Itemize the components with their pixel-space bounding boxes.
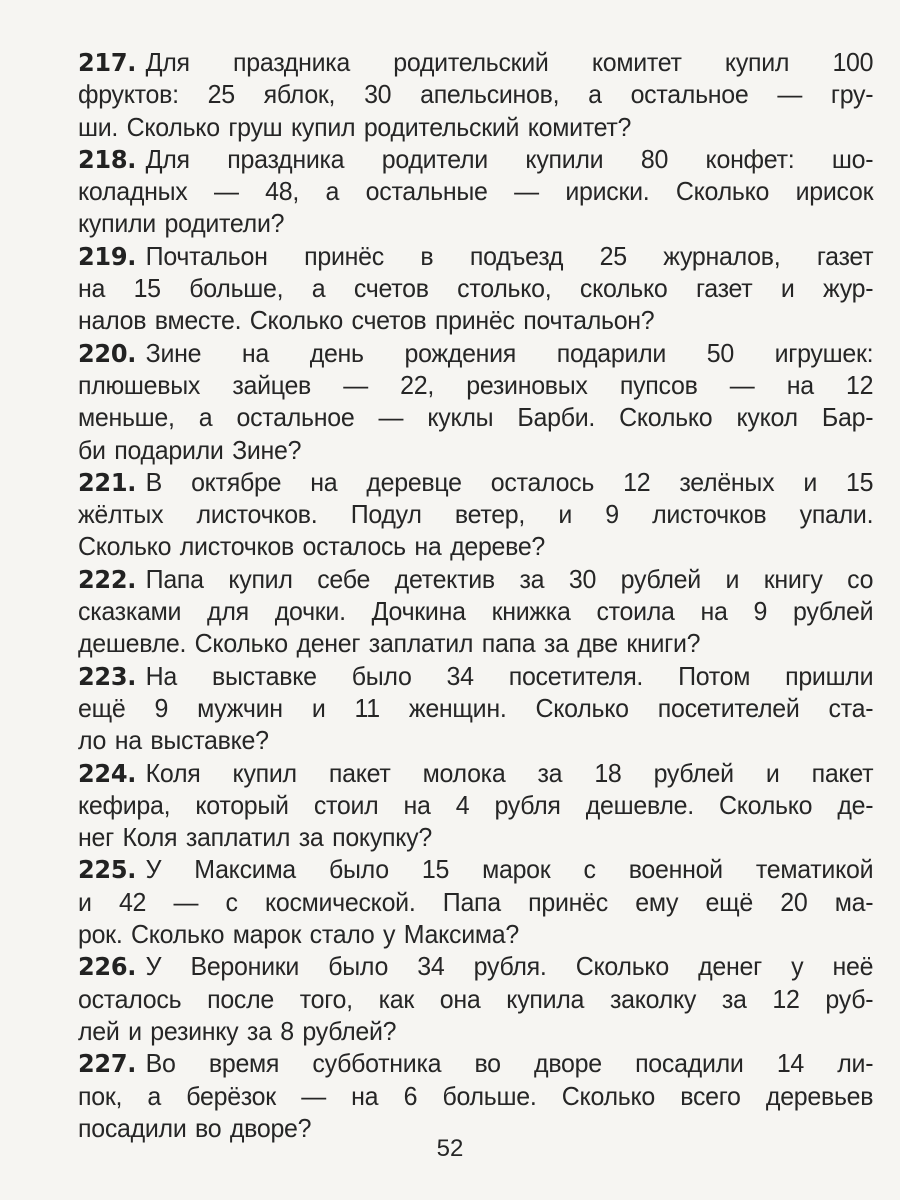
problem-text: Во время субботника во дворе посадили 14 ли- (145, 1048, 874, 1079)
problem-line (78, 1080, 873, 1112)
problem-line (78, 627, 873, 659)
problem-line (78, 434, 873, 466)
problem-number: 219. (78, 241, 137, 271)
problem-number: 225. (78, 855, 137, 885)
problem-text: фруктов: 25 яблок, 30 апельсинов, а остальное — гру- (78, 79, 874, 110)
problem-text: на 15 больше, а счетов столько, сколько газет и жур- (78, 273, 874, 304)
problem-line (78, 757, 873, 789)
problem-line (78, 886, 873, 918)
problem-text: би подарили Зине? (78, 434, 302, 465)
problem-text: посадили во дворе? (78, 1112, 312, 1143)
problem-number: 221. (78, 467, 137, 497)
problem-line (78, 78, 873, 110)
problem-line (78, 1047, 873, 1079)
problem-line (78, 950, 873, 982)
problem (78, 660, 873, 757)
problem-line (78, 466, 873, 498)
problem-line (78, 143, 873, 175)
problem-text: налов вместе. Сколько счетов принёс почтальон? (78, 305, 655, 336)
problem (78, 1047, 873, 1144)
problem-text: и 42 — с космической. Папа принёс ему ещё 20 ма- (78, 886, 874, 917)
problem-line (78, 563, 873, 595)
problem-line (78, 111, 873, 143)
problem-text: коладных — 48, а остальные — ириски. Сколько ирисок (78, 176, 874, 207)
problem (78, 240, 873, 337)
problem-text: ещё 9 мужчин и 11 женщин. Сколько посетителей ста- (78, 692, 874, 723)
problem-text: Зине на день рождения подарили 50 игрушек: (145, 337, 874, 368)
problem (78, 466, 873, 563)
problem-line (78, 660, 873, 692)
problem-line (78, 595, 873, 627)
problem-line (78, 1015, 873, 1047)
problem-text: дешевле. Сколько денег заплатил папа за две книги? (78, 628, 701, 659)
problem-number: 217. (78, 48, 137, 77)
problem-text: Почтальон принёс в подъезд 25 журналов, газет (145, 240, 874, 271)
problem-number: 224. (78, 758, 137, 788)
page-number: 52 (436, 1135, 464, 1162)
problem-text: осталось после того, как она купила заколку за 12 руб- (78, 983, 874, 1014)
problem-line (78, 207, 873, 239)
problem-line (78, 789, 873, 821)
problem (78, 757, 873, 854)
problem-line (78, 530, 873, 562)
problem-line (78, 337, 873, 369)
problem-text: пок, а берёзок — на 6 больше. Сколько всего деревьев (78, 1080, 874, 1111)
problem-text: рок. Сколько марок стало у Максима? (78, 919, 519, 950)
problem-text: Для праздника родители купили 80 конфет: шо- (145, 143, 874, 174)
problem-text: лей и резинку за 8 рублей? (78, 1015, 397, 1046)
problem-text: Сколько листочков осталось на дереве? (78, 531, 546, 562)
problem (78, 337, 873, 466)
problem-line (78, 175, 873, 207)
problem (78, 46, 873, 143)
problem-line (78, 724, 873, 756)
problem-number: 220. (78, 338, 137, 368)
problem-line (78, 240, 873, 272)
problem-line (78, 272, 873, 304)
problem-text: кефира, который стоил на 4 рубля дешевле. Сколько де- (78, 789, 874, 820)
problem (78, 853, 873, 950)
problem-line (78, 46, 873, 78)
problem-text: На выставке было 34 посетителя. Потом пришли (145, 660, 874, 691)
problem-number: 223. (78, 661, 137, 691)
problem-line (78, 369, 873, 401)
problem-line (78, 983, 873, 1015)
problem-line (78, 304, 873, 336)
problem (78, 143, 873, 240)
problem (78, 950, 873, 1047)
problem-text: Папа купил себе детектив за 30 рублей и книгу со (145, 563, 874, 594)
problem-line (78, 853, 873, 885)
problem-line (78, 498, 873, 530)
problem-text: В октябре на деревце осталось 12 зелёных и 15 (145, 466, 874, 497)
problem-text: плюшевых зайцев — 22, резиновых пупсов — на 12 (78, 369, 874, 400)
problem-text: жёлтых листочков. Подул ветер, и 9 листочков упали. (78, 499, 874, 530)
problem-text: Коля купил пакет молока за 18 рублей и пакет (145, 757, 874, 788)
problem-number: 227. (78, 1049, 137, 1079)
problem-text: ши. Сколько груш купил родительский комитет? (78, 111, 632, 142)
problem-text: меньше, а остальное — куклы Барби. Сколько кукол Бар- (78, 402, 874, 433)
problem-text: нег Коля заплатил за покупку? (78, 822, 432, 853)
problem-line (78, 692, 873, 724)
problem-text: ло на выставке? (78, 725, 269, 756)
problem-text: Для праздника родительский комитет купил 100 (145, 47, 874, 77)
problem-number: 226. (78, 952, 137, 982)
problem-line (78, 401, 873, 433)
problem-text: сказками для дочки. Дочкина книжка стоила на 9 рублей (78, 596, 874, 627)
problem-line (78, 918, 873, 950)
problem-line (78, 821, 873, 853)
problem (78, 563, 873, 660)
problem-number: 218. (78, 144, 137, 174)
problem-text: У Вероники было 34 рубля. Сколько денег у неё (145, 951, 874, 982)
problem-number: 222. (78, 564, 137, 594)
problem-text: У Максима было 15 марок с военной тематикой (145, 854, 874, 885)
problem-text: купили родители? (78, 208, 285, 239)
problems-list (78, 46, 873, 1144)
